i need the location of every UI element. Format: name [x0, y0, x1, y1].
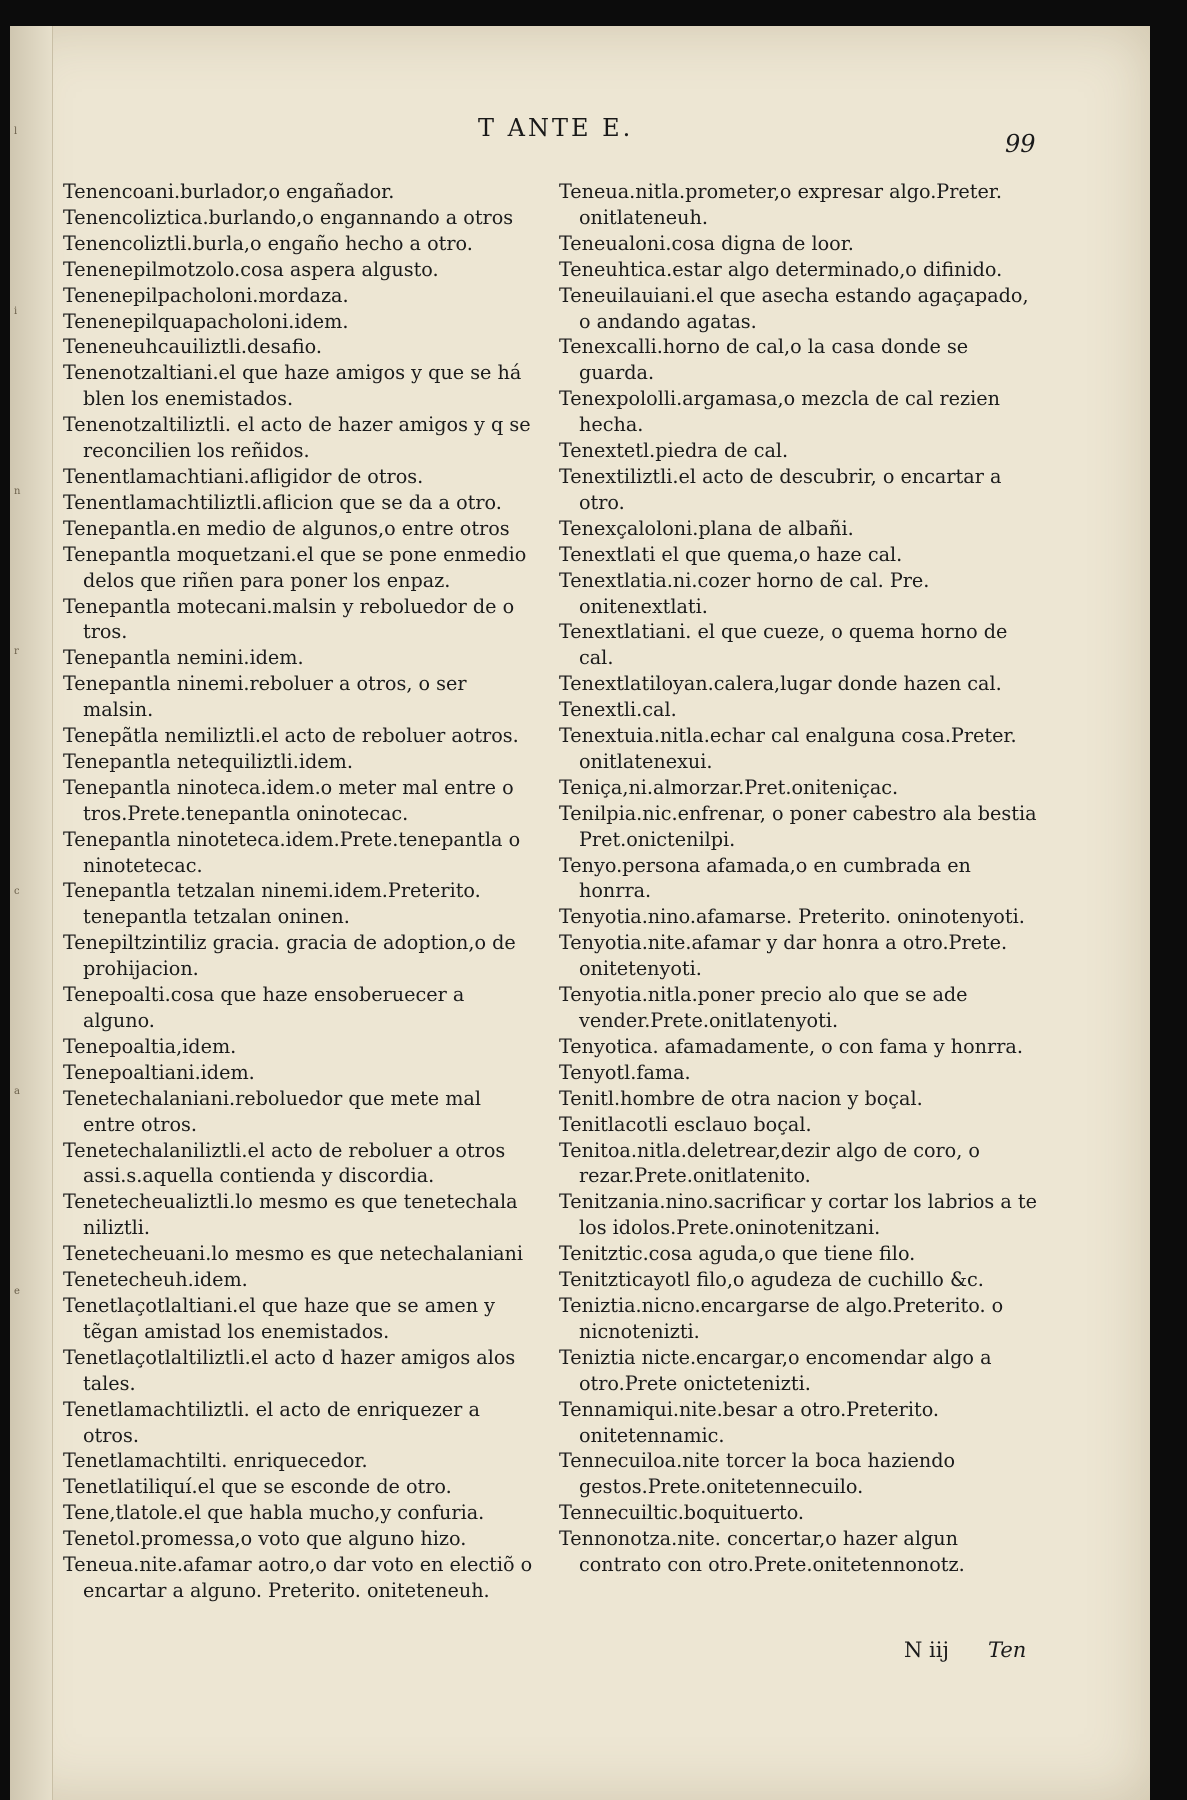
- page-number: 99: [1005, 130, 1036, 158]
- dictionary-entry: Tenyotia.nino.afamarse. Preterito. oninotenyoti.: [559, 905, 1025, 929]
- gutter-mark: e: [14, 1286, 20, 1297]
- dictionary-entry: Tenextlatiani. el que cueze, o quema horno de cal.: [559, 620, 1008, 670]
- dictionary-entry: Teneuhtica.estar algo determinado,o difinido.: [559, 257, 1003, 281]
- dictionary-entry: Tenetecheuani.lo mesmo es que netechalaniani: [63, 1242, 524, 1266]
- gutter-mark: i: [14, 306, 18, 317]
- dictionary-entry: Tenextuia.nitla.echar cal enalguna cosa.Preter. onitlatenexui.: [559, 724, 1017, 773]
- dictionary-entry: Tennecuiltic.boquituerto.: [559, 1501, 805, 1525]
- dictionary-entry: Tenepoaltiani.idem.: [63, 1060, 255, 1084]
- dictionary-entry: Tenenepilmotzolo.cosa aspera algusto.: [63, 257, 439, 281]
- adjacent-page-gutter: [10, 26, 53, 1800]
- running-head: T ANTE E.: [478, 114, 634, 142]
- dictionary-entry: Tenextlatia.ni.cozer horno de cal. Pre. onitenextlati.: [559, 568, 930, 618]
- gutter-mark: r: [14, 646, 19, 657]
- dictionary-entry: Tenitzticayotl filo,o agudeza de cuchillo &c.: [559, 1268, 984, 1292]
- dictionary-entry: Tenyotia.nitla.poner precio alo que se ade vender.Prete.onitlatenyoti.: [559, 983, 968, 1032]
- dictionary-entry: Tennecuiloa.nite torcer la boca haziendo gestos.Prete.onitetennecuilo.: [559, 1449, 956, 1499]
- dictionary-entry: Tenepantla netequiliztli.idem.: [63, 749, 353, 773]
- dictionary-entry: Teniztia.nicno.encargarse de algo.Preterito. o nicnotenizti.: [559, 1293, 1004, 1343]
- dictionary-entry: Tenetecheualiztli.lo mesmo es que tenetechala niliztli.: [63, 1190, 518, 1240]
- dictionary-entry: Tennamiqui.nite.besar a otro.Preterito. onitetennamic.: [559, 1397, 940, 1447]
- dictionary-entry: Tenetechalaniani.reboluedor que mete mal entre otros.: [63, 1086, 481, 1136]
- dictionary-entry: Tenenepilpacholoni.mordaza.: [63, 283, 349, 307]
- dictionary-entry: Teniztia nicte.encargar,o encomendar algo a otro.Prete onictetenizti.: [559, 1345, 992, 1395]
- dictionary-entry: Tene,tlatole.el que habla mucho,y confuria.: [63, 1501, 485, 1525]
- left-column: [63, 179, 533, 1604]
- dictionary-entry: Teneualoni.cosa digna de loor.: [559, 231, 854, 255]
- dictionary-entry: Tenilpia.nic.enfrenar, o poner cabestro ala bestia Pret.onictenilpi.: [559, 801, 1037, 851]
- dictionary-entry: Teneuilauiani.el que asecha estando agaçapado, o andando agatas.: [559, 283, 1029, 333]
- dictionary-entry: Tenepantla.en medio de algunos,o entre otros: [63, 516, 510, 540]
- dictionary-entry: Tenencoliztli.burla,o engaño hecho a otro.: [63, 231, 473, 255]
- dictionary-entry: Tenenepilquapacholoni.idem.: [63, 309, 349, 333]
- dictionary-entry: Tenenotzaltiani.el que haze amigos y que se há blen los enemistados.: [63, 361, 522, 411]
- right-column: [559, 179, 1039, 1578]
- dictionary-entry: Tenepãtla nemiliztli.el acto de reboluer aotros.: [63, 724, 519, 748]
- dictionary-entry: Tenyotia.nite.afamar y dar honra a otro.Prete. onitetenyoti.: [559, 931, 1008, 981]
- dictionary-entry: Tenyo.persona afamada,o en cumbrada en honrra.: [559, 853, 971, 903]
- dictionary-entry: Tenetlaçotlaltiliztli.el acto d hazer amigos alos tales.: [63, 1345, 516, 1395]
- dictionary-entry: Tennonotza.nite. concertar,o hazer algun contrato con otro.Prete.onitetennonotz.: [559, 1527, 965, 1577]
- dictionary-entry: Tenetlamachtilti. enriquecedor.: [63, 1449, 368, 1473]
- dictionary-entry: Tenepiltzintiliz gracia. gracia de adoption,o de prohijacion.: [63, 931, 516, 981]
- dictionary-entry: Tenexpololli.argamasa,o mezcla de cal rezien hecha.: [559, 387, 1000, 437]
- dictionary-entry: Tenepoaltia,idem.: [63, 1034, 237, 1058]
- dictionary-entry: Tenetecheuh.idem.: [63, 1268, 248, 1292]
- book-page: [10, 26, 1150, 1800]
- dictionary-entry: Tenetlamachtiliztli. el acto de enriquezer a otros.: [63, 1397, 480, 1447]
- dictionary-entry: Tenencoliztica.burlando,o engannando a otros: [63, 205, 514, 229]
- dictionary-entry: Tenitlacotli esclauo boçal.: [559, 1112, 812, 1136]
- dictionary-entry: Teneua.nite.afamar aotro,o dar voto en electiõ o encartar a alguno. Preterito. oniteteneuh.: [63, 1553, 533, 1602]
- dictionary-entry: Tenetechalaniliztli.el acto de reboluer a otros assi.s.aquella contienda y discordia.: [63, 1138, 506, 1188]
- dictionary-entry: Tenextetl.piedra de cal.: [559, 439, 789, 463]
- dictionary-entry: Teniça,ni.almorzar.Pret.oniteniçac.: [559, 775, 899, 799]
- dictionary-entry: Tenepantla ninoteca.idem.o meter mal entre o tros.Prete.tenepantla oninotecac.: [63, 775, 514, 825]
- gutter-mark: l: [14, 126, 18, 137]
- dictionary-entry: Tenentlamachtiliztli.aflicion que se da a otro.: [63, 490, 502, 514]
- dictionary-entry: Tenenotzaltiliztli. el acto de hazer amigos y q se reconcilien los reñidos.: [63, 413, 531, 463]
- dictionary-entry: Tenepantla ninemi.reboluer a otros, o ser malsin.: [63, 672, 467, 722]
- dictionary-entry: Teneua.nitla.prometer,o expresar algo.Preter. onitlateneuh.: [559, 180, 1002, 229]
- dictionary-entry: Tenextiliztli.el acto de descubrir, o encartar a otro.: [559, 464, 1002, 514]
- dictionary-entry: Tenexçaloloni.plana de albañi.: [559, 516, 854, 540]
- signature-mark: N iij: [904, 1638, 949, 1662]
- dictionary-entry: Tenetol.promessa,o voto que alguno hizo.: [63, 1527, 467, 1551]
- dictionary-entry: Tenitzania.nino.sacrificar y cortar los labrios a te los idolos.Prete.oninotenitzani.: [559, 1190, 1037, 1240]
- dictionary-entry: Tenextlati el que quema,o haze cal.: [559, 542, 903, 566]
- dictionary-entry: Tenentlamachtiani.afligidor de otros.: [63, 464, 424, 488]
- dictionary-entry: Tenepantla motecani.malsin y reboluedor de o tros.: [63, 594, 515, 644]
- dictionary-entry: Tenepantla ninoteteca.idem.Prete.tenepantla o ninotetecac.: [63, 827, 521, 877]
- dictionary-entry: Tenextlatiloyan.calera,lugar donde hazen cal.: [559, 672, 1002, 696]
- catchword: Ten: [988, 1638, 1027, 1662]
- dictionary-entry: Tenepantla nemini.idem.: [63, 646, 304, 670]
- dictionary-entry: Tenetlatiliquí.el que se esconde de otro.: [63, 1475, 452, 1499]
- dictionary-entry: Tenextli.cal.: [559, 698, 677, 722]
- dictionary-entry: Tenexcalli.horno de cal,o la casa donde se guarda.: [559, 335, 969, 385]
- dictionary-entry: Tenyotl.fama.: [559, 1060, 691, 1084]
- gutter-mark: c: [14, 886, 20, 897]
- dictionary-entry: Tenencoani.burlador,o engañador.: [63, 180, 395, 203]
- dictionary-entry: Tenepantla moquetzani.el que se pone enmedio delos que riñen para poner los enpaz.: [63, 542, 527, 592]
- dictionary-entry: Tenitoa.nitla.deletrear,dezir algo de coro, o rezar.Prete.onitlatenito.: [559, 1138, 980, 1188]
- dictionary-entry: Tenetlaçotlaltiani.el que haze que se amen y tẽgan amistad los enemistados.: [63, 1293, 495, 1343]
- dictionary-entry: Tenitztic.cosa aguda,o que tiene filo.: [559, 1242, 916, 1266]
- dictionary-entry: Tenitl.hombre de otra nacion y boçal.: [559, 1086, 923, 1110]
- dictionary-entry: Teneneuhcauiliztli.desafio.: [63, 335, 322, 359]
- gutter-mark: n: [14, 486, 21, 497]
- dictionary-entry: Tenyotica. afamadamente, o con fama y honrra.: [559, 1034, 1023, 1058]
- dictionary-entry: Tenepantla tetzalan ninemi.idem.Preterito. tenepantla tetzalan oninen.: [63, 879, 481, 929]
- gutter-mark: a: [14, 1086, 20, 1097]
- dictionary-entry: Tenepoalti.cosa que haze ensoberuecer a alguno.: [63, 983, 465, 1032]
